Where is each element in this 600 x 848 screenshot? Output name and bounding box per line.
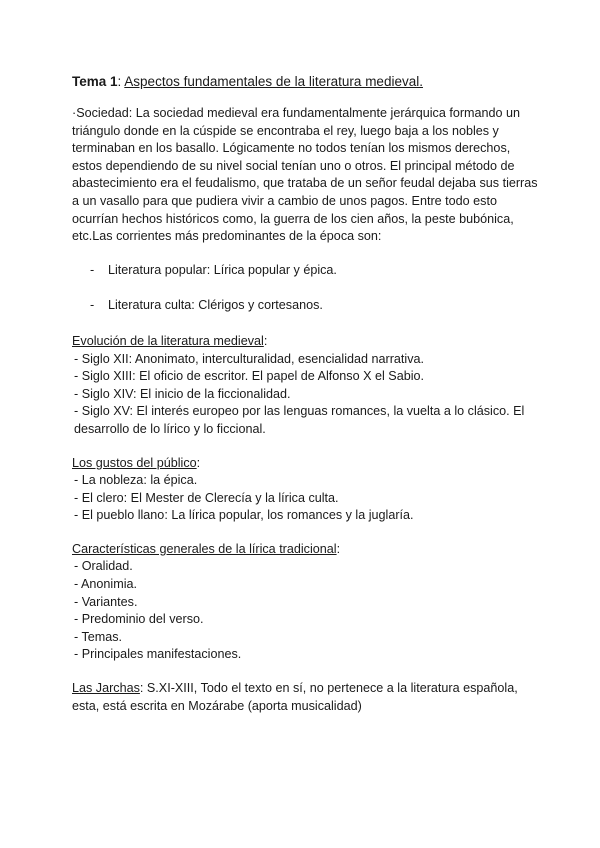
title-text: Aspectos fundamentales de la literatura medieval. xyxy=(124,74,423,89)
list-item: - Siglo XV: El interés europeo por las lenguas romances, la vuelta a lo clásico. El desarrollo de lo lírico y lo ficcional. xyxy=(74,404,525,436)
section-heading: Características generales de la lírica tradicional: xyxy=(72,541,341,556)
corrientes-list xyxy=(72,262,540,315)
list-item: - Siglo XIII: El oficio de escritor. El papel de Alfonso X el Sabio. xyxy=(74,369,425,384)
page-title xyxy=(72,73,540,91)
list-item: - El clero: El Mester de Clerecía y la lírica culta. xyxy=(74,490,339,505)
title-prefix: Tema 1 xyxy=(72,74,118,89)
list-item: - La nobleza: la épica. xyxy=(74,473,198,488)
list-item: - Anonimia. xyxy=(74,577,137,592)
section-heading: Evolución de la literatura medieval: xyxy=(72,333,268,348)
caracteristicas-section xyxy=(72,541,540,664)
list-item: - El pueblo llano: La lírica popular, los romances y la juglaría. xyxy=(74,508,414,523)
intro-paragraph: ·Sociedad: La sociedad medieval era fundamentalmente jerárquica formando un triángulo donde en la cúspide se encontraba el rey, luego baja a los nobles y terminaban en los basallo. Lógicamente no todos tenían los mismos derechos, estos dependiendo de su nivel social tenían uno o otros. El principal método de abastecimiento era el feudalismo, que trataba de un señor feudal dejaba sus tierras a un vasallo para que pudiera vivir a cambio de unos pagos. Entre todo esto ocurrían hechos históricos como, la guerra de los cien años, la peste bubónica, etc.Las corrientes más predominantes de la época son: xyxy=(72,106,538,244)
list-item: - Oralidad. xyxy=(74,559,133,574)
list-item: - Literatura popular: Lírica popular y épica. xyxy=(90,262,337,277)
list-item: - Predominio del verso. xyxy=(74,612,204,627)
section-heading: Las Jarchas xyxy=(72,681,140,696)
list-item: - Siglo XII: Anonimato, interculturalidad, esencialidad narrativa. xyxy=(74,351,425,366)
list-item: - Temas. xyxy=(74,629,123,644)
evolucion-section xyxy=(72,333,540,439)
section-heading: Los gustos del público: xyxy=(72,455,201,470)
title-separator: : xyxy=(117,74,125,89)
list-item: - Literatura culta: Clérigos y cortesanos. xyxy=(90,298,323,313)
gustos-section xyxy=(72,455,540,525)
list-item: - Principales manifestaciones. xyxy=(74,647,242,662)
list-item: - Variantes. xyxy=(74,594,138,609)
list-item: - Siglo XIV: El inicio de la ficcionalidad. xyxy=(74,386,291,401)
jarchas-paragraph: Las Jarchas: S.XI-XIII, Todo el texto en sí, no pertenece a la literatura española, esta, está escrita en Mozárabe (aporta musicalidad) xyxy=(72,681,518,713)
